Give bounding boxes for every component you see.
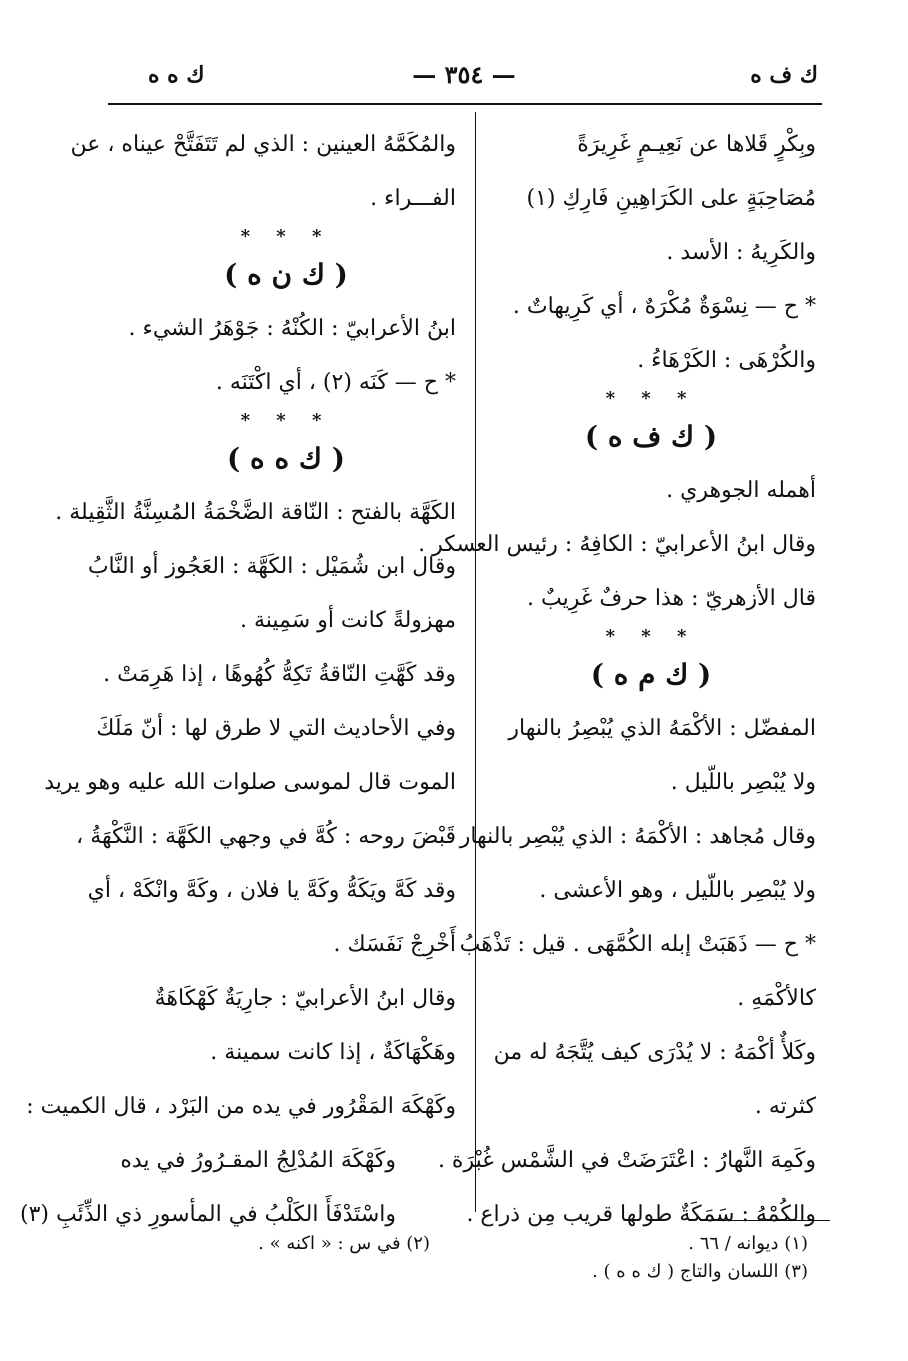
text-line: الفـــراء . — [370, 186, 456, 211]
running-title-left: ك ه ه — [148, 62, 205, 88]
text-line: مهزولةً كانت أو سَمِينة . — [239, 608, 456, 633]
right-column — [418, 118, 816, 1242]
section-separator: * * * — [240, 410, 332, 431]
section-separator: * * * — [240, 226, 332, 247]
text-line: قَبْضَ روحه : كُهَّ في وجهي الكَهَّة : النَّكْهَةُ ، — [76, 824, 456, 849]
footnotes-right — [488, 1230, 808, 1286]
entry-heading: ( ك م ه ) — [590, 658, 712, 691]
section-separator: * * * — [605, 388, 697, 409]
text-line: وقال ابن شُمَيْل : الكَهَّة : العَجُوز أو النَّابُ — [87, 554, 456, 579]
footnote: (٣) اللسان والتاج ( ك ه ه ) . — [592, 1261, 808, 1282]
verse-line: وكَهْكَهَ المُدْلِجُ المقـرُورُ في يده — [120, 1148, 396, 1173]
text-line: * ح — نِسْوَةٌ مُكْرَهٌ ، أي كَرِيهاتٌ . — [512, 294, 816, 319]
text-line: الكَهَّة بالفتح : النّاقة الضَّخْمَةُ المُسِنَّةُ الثَّقِيلة . — [55, 500, 456, 525]
footnotes-left — [130, 1230, 430, 1258]
text-line: كالأكْمَهِ . — [737, 986, 816, 1011]
text-line: وكَمِهَ النَّهارُ : اعْتَرَضَتْ في الشَّمْس غُبْرَة . — [437, 1148, 816, 1173]
page-header — [110, 60, 818, 96]
entry-heading: ( ك ه ه ) — [227, 442, 345, 475]
footnote-rule — [700, 1220, 830, 1221]
text-line: وبِكْرٍ قَلاها عن نَعِيـمٍ غَرِيرَةً — [577, 132, 816, 157]
text-line: ولا يُبْصِر باللّيل . — [670, 770, 816, 795]
text-line: والكَرِيهُ : الأسد . — [666, 240, 816, 265]
text-line: والمُكَمَّهُ العينين : الذي لم تَتَفَتَّحْ عيناه ، عن — [70, 132, 456, 157]
text-line: وهَكْهَاكَةٌ ، إذا كانت سمينة . — [210, 1040, 456, 1065]
running-title-right: ك ف ه — [750, 62, 818, 88]
text-line: * ح — كَنَه (٢) ، أي اكْتَنَه . — [215, 370, 456, 395]
text-line: ولا يُبْصِر باللّيل ، وهو الأعشى . — [539, 878, 816, 903]
text-line: * ح — ذَهَبَتْ إبله الكُمَّهَى . قيل : تَذْهَبُ — [459, 932, 816, 957]
entry-heading: ( ك ن ه ) — [224, 258, 348, 291]
text-line: وقال مُجاهد : الأكْمَهُ : الذي يُبْصِر بالنهار — [459, 824, 816, 849]
text-line: وقد كَهَّ ويَكَهُّ وكَهَّ يا فلان ، وكَهَّ وانْكَهْ ، أي — [87, 878, 456, 903]
text-line: مُصَاحِبَةٍ على الكَرَاهِينِ فَارِكِ (١) — [526, 186, 816, 211]
text-line: والكُمْهُ : سَمَكَةٌ طولها قريب مِن ذراع . — [466, 1202, 816, 1227]
entry-heading: ( ك ف ه ) — [584, 420, 718, 453]
page-number: — ٣٥٤ — — [412, 60, 516, 89]
left-column — [19, 118, 456, 1242]
section-separator: * * * — [605, 626, 697, 647]
text-line: قال الأزهريّ : هذا حرفٌ غَرِيبٌ . — [527, 586, 816, 611]
text-line: والكُرْهَى : الكَرْهَاءُ . — [637, 348, 816, 373]
text-line: وكَلأٌ أكْمَهُ : لا يُدْرَى كيف يُتَّجَهُ له من — [493, 1040, 816, 1065]
footnote: (٢) في س : « اكنه » . — [258, 1233, 430, 1254]
text-line: ابنُ الأعرابيّ : الكُنْهُ : جَوْهَرُ الشيء . — [128, 316, 456, 341]
text-line: وقد كَهَّتِ النّاقةُ تَكِهُّ كُهُوهًا ، إذا هَرِمَتْ . — [103, 662, 456, 687]
footnote: (١) ديوانه / ٦٦ . — [688, 1233, 808, 1254]
verse-line: واسْتَدْفَأَ الكَلْبُ في المأسورِ ذي الذِّئَبِ (٣) — [19, 1202, 396, 1227]
text-line: وكَهْكَهَ المَقْرُور في يده من البَرْد ، قال الكميت : — [26, 1094, 456, 1119]
text-line: المفضّل : الأكْمَهُ الذي يُبْصِرُ بالنهار — [508, 716, 816, 741]
text-line: وقال ابنُ الأعرابيّ : الكافِهُ : رئيس العسكر . — [418, 532, 816, 557]
text-line: أهمله الجوهري . — [666, 478, 816, 503]
text-line: وقال ابنُ الأعرابيّ : جارِيَةٌ كَهْكَاهَةٌ — [154, 986, 456, 1011]
text-line: أَخْرِجْ نَفَسَك . — [333, 932, 456, 957]
text-line: الموت قال لموسى صلوات الله عليه وهو يريد — [44, 770, 456, 795]
text-line: كثرته . — [754, 1094, 816, 1119]
header-rule — [108, 103, 822, 105]
text-line: وفي الأحاديث التي لا طرق لها : أنّ مَلَكَ — [96, 716, 456, 741]
column-divider — [475, 112, 476, 1212]
